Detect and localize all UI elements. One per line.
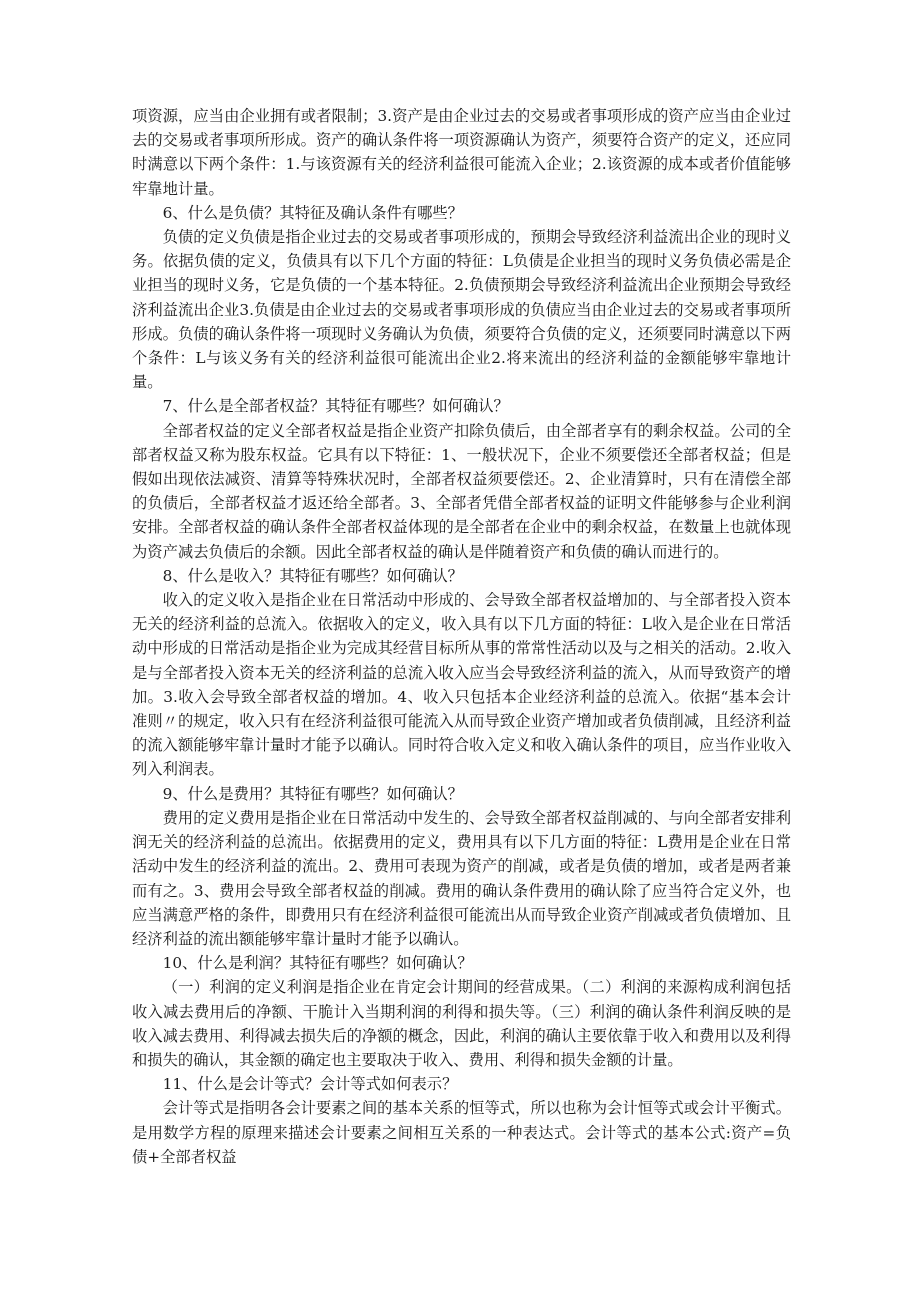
answer-paragraph-7: 全部者权益的定义全部者权益是指企业资产扣除负债后，由全部者享有的剩余权益。公司的全部者权益又称为股东权益。它具有以下特征：1、一般状况下，企业不须要偿还全部者权益；但是假如出现依法减资、清算等特殊状况时，全部者权益须要偿还。2、企业清算时，只有在清偿全部的负债后，全部者权益才返还给全部者。3、全部者凭借全部者权益的证明文件能够参与企业利润安排。全部者权益的确认条件全部者权益体现的是全部者在企业中的剩余权益，在数量上也就体现为资产减去负债后的余额。因此全部者权益的确认是伴随着资产和负债的确认而进行的。	[132, 421, 791, 561]
document-body	[132, 104, 791, 1169]
question-heading-6: 6、什么是负债？其特征及确认条件有哪些？	[162, 203, 463, 222]
question-heading-7: 7、什么是全部者权益？其特征有哪些？如何确认？	[162, 397, 509, 416]
answer-paragraph-6: 负债的定义负债是指企业过去的交易或者事项形成的，预期会导致经济利益流出企业的现时义务。依据负债的定义，负债具有以下几个方面的特征：L负债是企业担当的现时义务负债必需是企业担当的现时义务，它是负债的一个基本特征。2.负债预期会导致经济利益流出企业预期会导致经济利益流出企业3.负债是由企业过去的交易或者事项形成的负债应当由企业过去的交易或者事项所形成。负债的确认条件将一项现时义务确认为负债，须要符合负债的定义，还须要同时满意以下两个条件：L与该义务有关的经济利益很可能流出企业2.将来流出的经济利益的金额能够牢靠地计量。	[132, 228, 791, 392]
question-heading-10: 10、什么是利润？其特征有哪些？如何确认？	[162, 954, 473, 973]
answer-paragraph-8: 收入的定义收入是指企业在日常活动中形成的、会导致全部者权益增加的、与全部者投入资本无关的经济利益的总流入。依据收入的定义，收入具有以下几方面的特征：L收入是企业在日常活动中形成的日常活动是指企业为完成其经营目标所从事的常常性活动以及与之相关的活动。2.收入是与全部者投入资本无关的经济利益的总流入收入应当会导致经济利益的流入，从而导致资产的增加。3.收入会导致全部者权益的增加。4、收入只包括本企业经济利益的总流入。依据“基本会计准则〃的规定，收入只有在经济利益很可能流入从而导致企业资产增加或者负债削减，且经济利益的流入额能够牢靠计量时才能予以确认。同时符合收入定义和收入确认条件的项目，应当作业收入列入利润表。	[132, 591, 791, 779]
answer-paragraph-9: 费用的定义费用是指企业在日常活动中发生的、会导致全部者权益削减的、与向全部者安排利润无关的经济利益的总流出。依据费用的定义，费用具有以下几方面的特征：L费用是企业在日常活动中发生的经济利益的流出。2、费用可表现为资产的削减，或者是负债的增加，或者是两者兼而有之。3、费用会导致全部者权益的削减。费用的确认条件费用的确认除了应当符合定义外，也应当满意严格的条件，即费用只有在经济利益很可能流出从而导致企业资产削减或者负债增加、且经济利益的流出额能够牢靠计量时才能予以确认。	[132, 808, 791, 948]
answer-paragraph-11: 会计等式是指明各会计要素之间的基本关系的恒等式，所以也称为会计恒等式或会计平衡式。是用数学方程的原理来描述会计要素之间相互关系的一种表达式。会计等式的基本公式:资产=负债+全部者权益	[132, 1099, 791, 1166]
answer-paragraph-10: （一）利润的定义利润是指企业在肯定会计期间的经营成果。（二）利润的来源构成利润包括收入减去费用后的净额、干脆计入当期利润的利得和损失等。（三）利润的确认条件利润反映的是收入减去费用、利得减去损失后的净额的概念，因此，利润的确认主要依靠于收入和费用以及利得和损失的确认，其金额的确定也主要取决于收入、费用、利得和损失金额的计量。	[132, 978, 791, 1069]
question-heading-11: 11、什么是会计等式？会计等式如何表示？	[162, 1075, 458, 1094]
question-heading-8: 8、什么是收入？其特征有哪些？如何确认？	[162, 566, 463, 585]
question-heading-9: 9、什么是费用？其特征有哪些？如何确认？	[162, 784, 463, 803]
paragraph-assets-continued: 项资源，应当由企业拥有或者限制；3.资产是由企业过去的交易或者事项形成的资产应当由企业过去的交易或者事项所形成。资产的确认条件将一项资源确认为资产，须要符合资产的定义，还应同时满意以下两个条件：1.与该资源有关的经济利益很可能流入企业；2.该资源的成本或者价值能够牢靠地计量。	[132, 107, 791, 198]
